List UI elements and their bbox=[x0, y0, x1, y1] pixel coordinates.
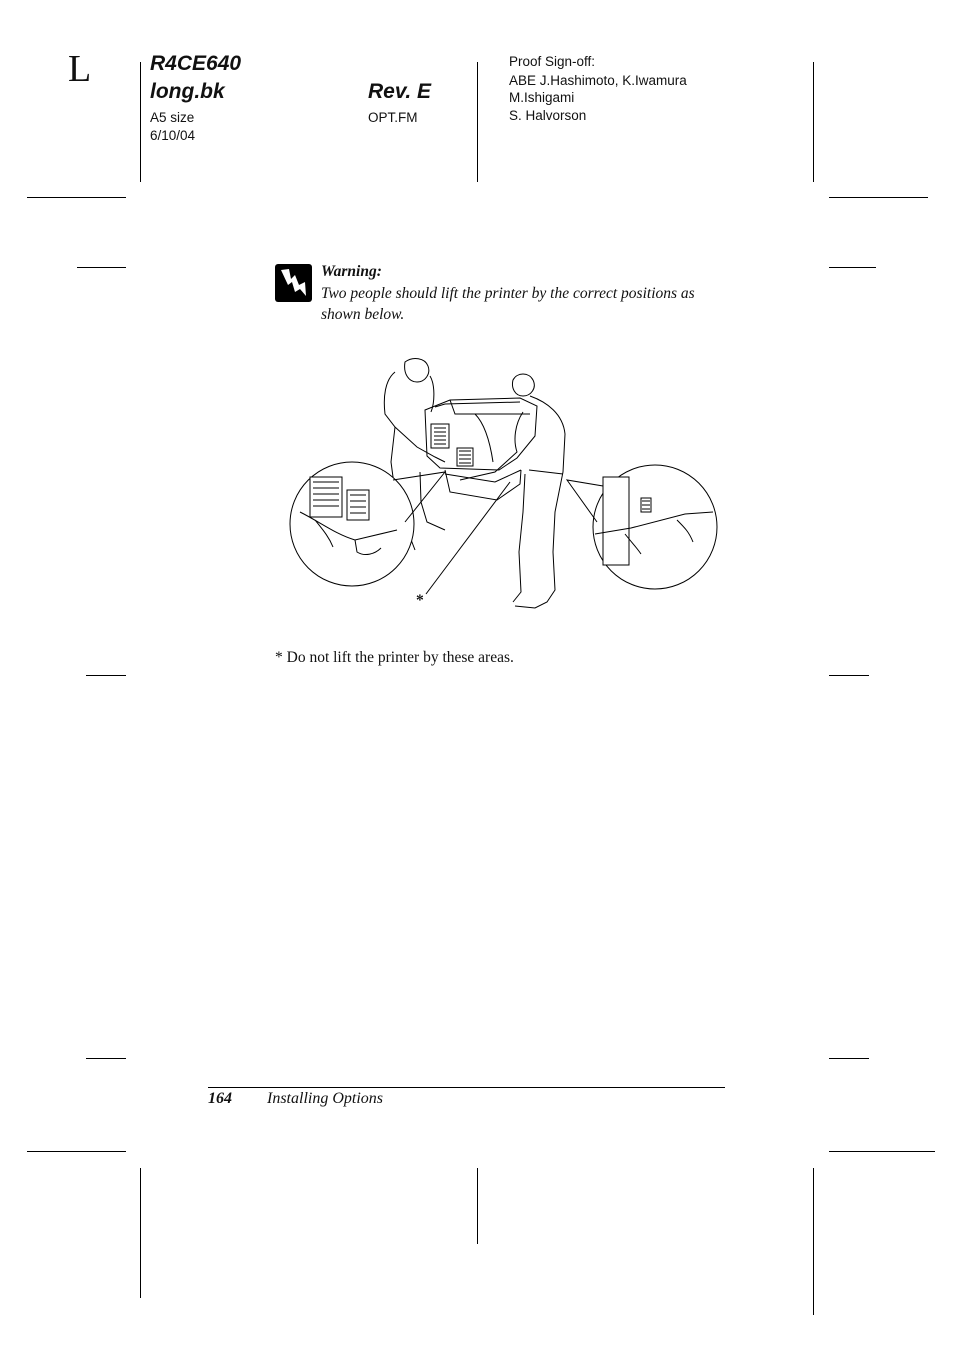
illustration-marker: * bbox=[416, 592, 424, 609]
lift-note: * Do not lift the printer by these areas. bbox=[275, 649, 514, 666]
crop-mark bbox=[829, 267, 876, 268]
crop-mark bbox=[27, 197, 126, 198]
warning-line: shown below. bbox=[321, 306, 405, 323]
lifting-illustration bbox=[285, 352, 725, 620]
revision: Rev. E bbox=[368, 80, 432, 103]
crop-mark bbox=[813, 62, 814, 182]
proof-name: ABE J.Hashimoto, K.Iwamura bbox=[509, 73, 687, 88]
warning-lightning-icon bbox=[275, 264, 312, 302]
product-code: R4CE640 bbox=[150, 52, 242, 75]
crop-mark bbox=[829, 675, 869, 676]
crop-mark bbox=[829, 1151, 935, 1152]
corner-letter: L bbox=[68, 48, 92, 90]
crop-mark bbox=[829, 1058, 869, 1059]
crop-mark bbox=[27, 1151, 126, 1152]
page-number: 164 bbox=[208, 1090, 232, 1107]
book-name: long.bk bbox=[150, 80, 225, 103]
proof-label: Proof Sign-off: bbox=[509, 54, 596, 69]
crop-mark bbox=[77, 267, 126, 268]
file-name: OPT.FM bbox=[368, 110, 418, 125]
pointer-line bbox=[426, 482, 510, 594]
crop-mark bbox=[477, 62, 478, 182]
proof-name: M.Ishigami bbox=[509, 90, 575, 105]
footer-rule bbox=[208, 1087, 725, 1088]
crop-mark bbox=[829, 197, 928, 198]
crop-mark bbox=[86, 1058, 126, 1059]
right-detail-circle bbox=[567, 465, 717, 589]
print-date: 6/10/04 bbox=[150, 128, 196, 143]
crop-mark bbox=[813, 1168, 814, 1315]
left-detail-circle bbox=[290, 462, 445, 586]
section-title: Installing Options bbox=[267, 1090, 384, 1107]
warning-line: Two people should lift the printer by the correct positions as bbox=[321, 285, 695, 302]
crop-mark bbox=[140, 1168, 141, 1298]
page-size: A5 size bbox=[150, 110, 195, 125]
crop-mark bbox=[86, 675, 126, 676]
crop-mark bbox=[140, 62, 141, 182]
printer-drawing bbox=[425, 398, 537, 500]
crop-mark bbox=[477, 1168, 478, 1244]
warning-title: Warning: bbox=[321, 263, 382, 280]
proof-name: S. Halvorson bbox=[509, 108, 587, 123]
